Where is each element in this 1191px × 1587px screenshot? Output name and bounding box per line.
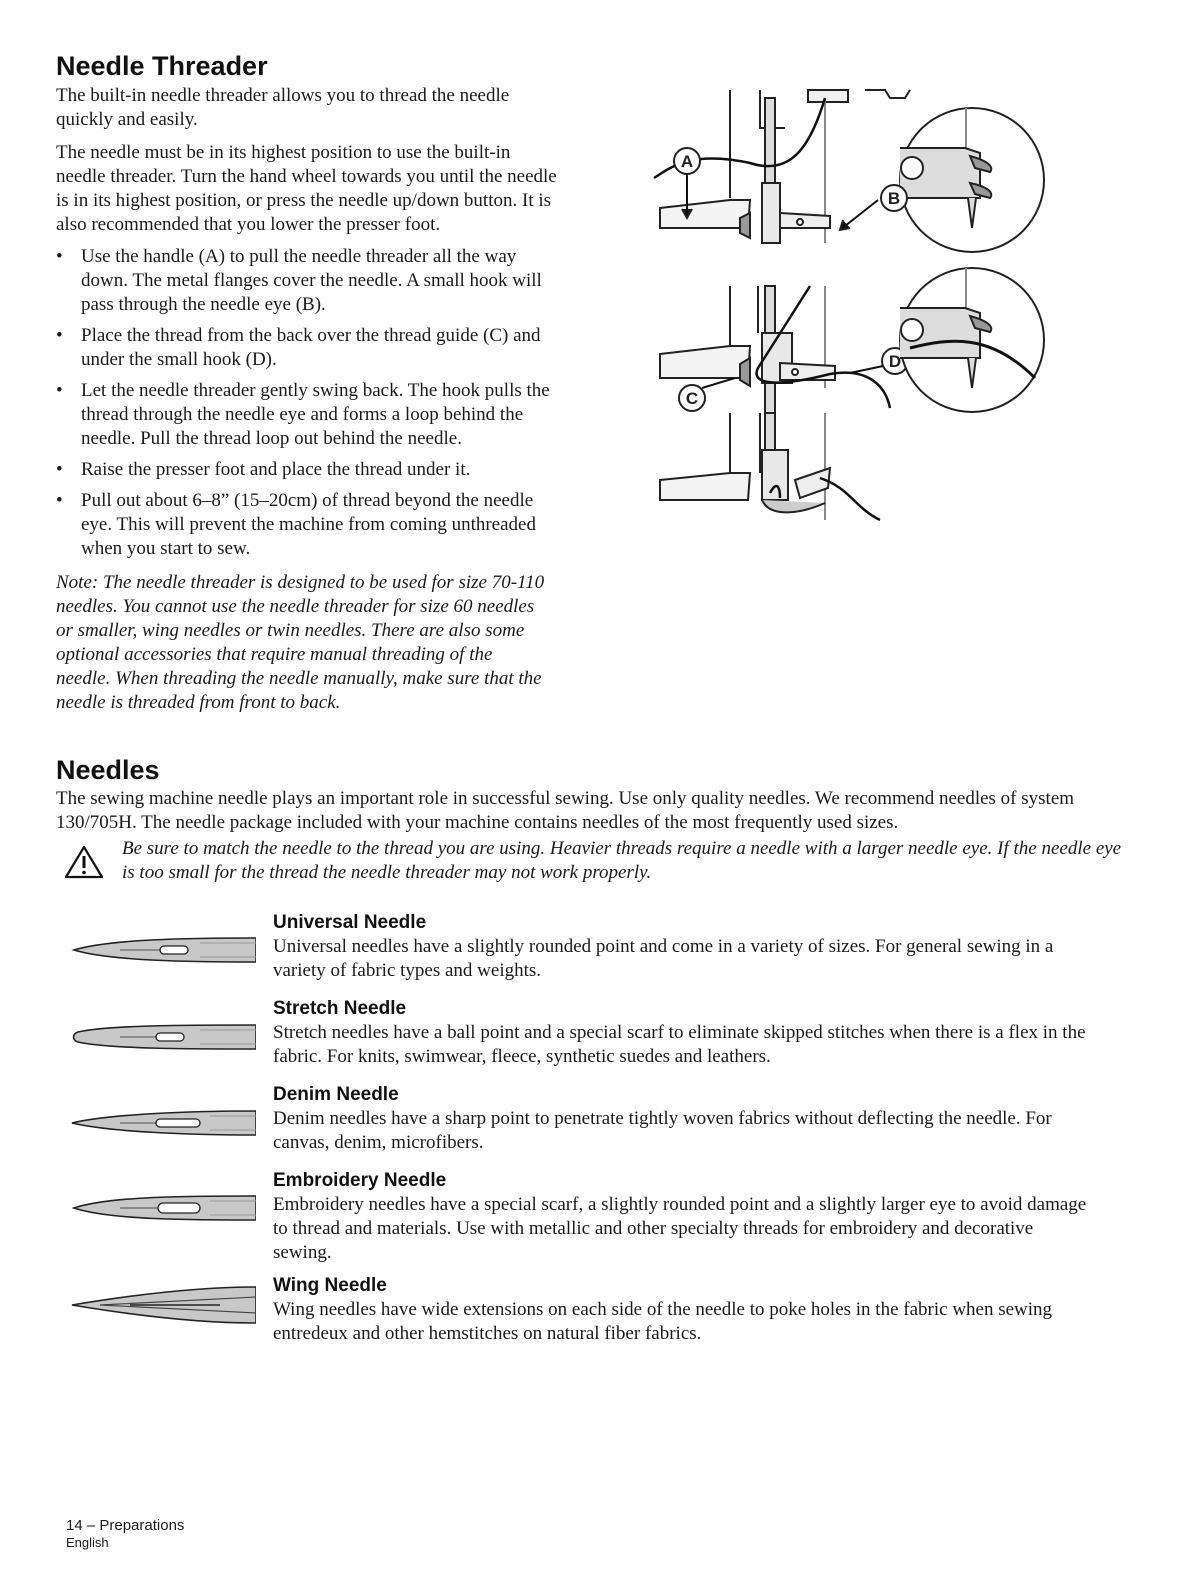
needles-intro: The sewing machine needle plays an important role in successful sewing. Use only quality needles. We recommend needles of system 130/705H. The needle package included with your machine contains needles of the most frequently used sizes. xyxy=(56,788,1075,833)
page-footer-language: English xyxy=(66,1535,109,1550)
threading-step: • Place the thread from the back over the thread guide (C) and under the small hook (D). xyxy=(56,324,566,372)
needle-type-title: Universal Needle xyxy=(273,912,427,933)
threading-step: • Raise the presser foot and place the thread under it. xyxy=(56,458,566,482)
embroidery-needle-icon xyxy=(70,1193,256,1223)
diagram-label-c: C xyxy=(685,389,699,408)
section-title-needle-threader: Needle Threader xyxy=(56,51,268,81)
warning-triangle-icon xyxy=(64,845,104,879)
needle-type-description: Embroidery needles have a special scarf, a slightly rounded point and a slightly larger eye to avoid damage to thread and materials. Use with metallic and other specialty threads for embroidery and decorative sewing. xyxy=(273,1194,1087,1263)
needle-type-title: Wing Needle xyxy=(273,1275,387,1296)
needle-type-description: Stretch needles have a ball point and a special scarf to eliminate skipped stitches when there is a flex in the fabric. For knits, swimwear, fleece, synthetic suedes and leathers. xyxy=(273,1022,1086,1067)
threading-step: • Use the handle (A) to pull the needle threader all the way down. The metal flanges cover the needle. A small hook will pass through the needle eye (B). xyxy=(56,245,566,317)
threading-step: • Let the needle threader gently swing back. The hook pulls the thread through the needle eye and forms a loop behind the needle. Pull the thread loop out behind the needle. xyxy=(56,379,566,451)
needle-warning: Be sure to match the needle to the thread you are using. Heavier threads require a needle with a larger needle eye. If the needle eye is too small for the thread the needle threader may not work properly. xyxy=(122,838,1122,883)
needle-threader-paragraph: The needle must be in its highest position to use the built-in needle threader. Turn the hand wheel towards you until the needle is in its highest position, or press the needle up/down button. It is also recommended that you lower the presser foot. xyxy=(56,142,557,235)
needle-threader-intro: The built-in needle threader allows you to thread the needle quickly and easily. xyxy=(56,85,510,130)
needle-type-title: Stretch Needle xyxy=(273,998,407,1019)
threading-step: • Pull out about 6–8” (15–20cm) of thread beyond the needle eye. This will prevent the machine from coming unthreaded when you start to sew. xyxy=(56,489,566,561)
universal-needle-icon xyxy=(70,935,256,965)
needle-threader-note: Note: The needle threader is designed to be used for size 70-110 needles. You cannot use the needle threader for size 60 needles or smaller, wing needles or twin needles. There are also some optional accessories that require manual threading of the needle. When threading the needle manually, make sure that the needle is threaded from front to back. xyxy=(56,572,545,713)
needle-type-description: Denim needles have a sharp point to penetrate tightly woven fabrics without deflecting the needle. For canvas, denim, microfibers. xyxy=(273,1108,1052,1153)
needle-type-description: Wing needles have wide extensions on each side of the needle to poke holes in the fabric when sewing entredeux and other hemstitches on natural fiber fabrics. xyxy=(273,1299,1053,1344)
diagram-label-b: B xyxy=(887,189,901,208)
threading-steps-list xyxy=(56,245,566,568)
diagram-label-d: D xyxy=(888,352,902,371)
needle-type-title: Denim Needle xyxy=(273,1084,399,1105)
diagram-label-a: A xyxy=(680,152,694,171)
section-title-needles: Needles xyxy=(56,755,160,785)
stretch-needle-icon xyxy=(70,1022,256,1052)
needle-threader-illustration xyxy=(650,88,1050,523)
needle-type-description: Universal needles have a slightly rounded point and come in a variety of sizes. For general sewing in a variety of fabric types and weights. xyxy=(273,936,1054,981)
denim-needle-icon xyxy=(70,1108,256,1138)
wing-needle-icon xyxy=(70,1283,256,1327)
needle-type-title: Embroidery Needle xyxy=(273,1170,447,1191)
page-footer-section: 14 – Preparations xyxy=(66,1517,185,1534)
